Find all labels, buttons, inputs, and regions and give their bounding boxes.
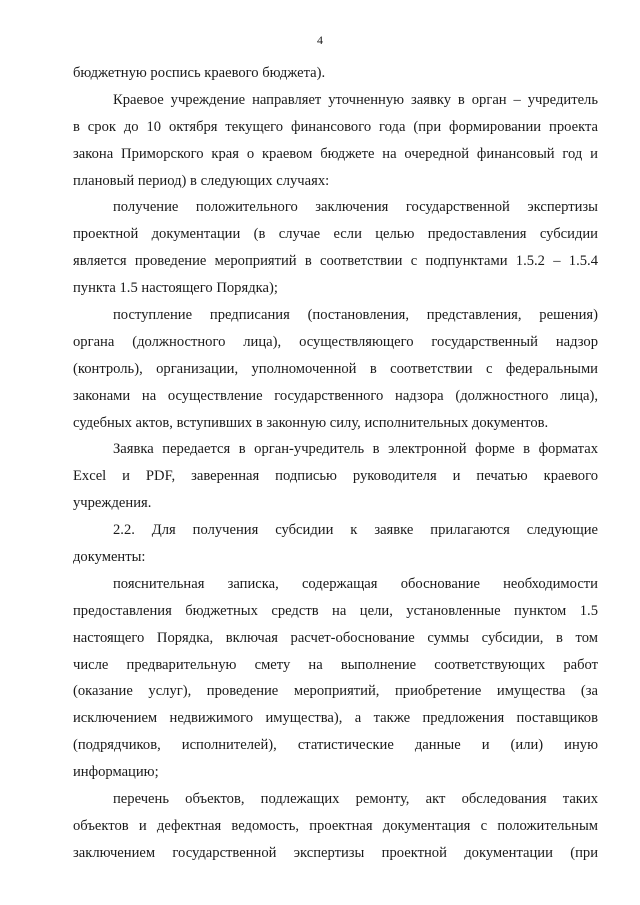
text-line: исключением недвижимого имущества), а также предложения поставщиков [73, 710, 598, 727]
text-line: пояснительная записка, содержащая обоснование необходимости [113, 575, 598, 592]
text-line: 2.2. Для получения субсидии к заявке прилагаются следующие [113, 522, 598, 539]
text-line: (контроль), организации, уполномоченной в соответствии с федеральными [73, 360, 598, 377]
text-line: бюджетную роспись краевого бюджета). [73, 65, 326, 81]
text-line: поступление предписания (постановления, представления, решения) [113, 307, 598, 324]
text-line: пункта 1.5 настоящего Порядка); [73, 280, 278, 297]
text-line: законами на осуществление государственного надзора (должностного лица), [73, 387, 598, 404]
text-line: получение положительного заключения государственной экспертизы [113, 199, 598, 216]
document-body [73, 60, 598, 867]
text-line: закона Приморского края о краевом бюджете на очередной финансовый год и [73, 145, 598, 162]
text-line: плановый период) в следующих случаях: [73, 172, 330, 189]
text-line: (подрядчиков, исполнителей), статистические данные и (или) иную [73, 737, 598, 754]
text-line: проектной документации (в случае если целью предоставления субсидии [73, 226, 598, 243]
text-line: предоставления бюджетных средств на цели, установленные пунктом 1.5 [73, 602, 598, 619]
text-line: судебных актов, вступивших в законную силу, исполнительных документов. [73, 414, 549, 431]
text-line: Краевое учреждение направляет уточненную заявку в орган – учредитель [113, 91, 598, 108]
text-line: объектов и дефектная ведомость, проектная документация с положительным [73, 817, 598, 834]
text-line: является проведение мероприятий в соответствии с подпунктами 1.5.2 – 1.5.4 [73, 253, 598, 270]
text-line: учреждения. [73, 495, 152, 512]
page-number: 4 [317, 33, 323, 47]
text-line: настоящего Порядка, включая расчет-обоснование суммы субсидии, в том [73, 629, 598, 646]
text-line: (оказание услуг), проведение мероприятий, приобретение имущества (за [73, 683, 598, 700]
text-line: перечень объектов, подлежащих ремонту, акт обследования таких [113, 791, 598, 808]
text-line: Заявка передается в орган-учредитель в электронной форме в форматах [113, 441, 598, 458]
text-line: информацию; [73, 764, 159, 781]
text-line: Excel и PDF, заверенная подписью руководителя и печатью краевого [73, 468, 598, 485]
text-line: документы: [73, 549, 146, 566]
text-line: заключением государственной экспертизы проектной документации (при [73, 844, 598, 861]
text-line: числе предварительную смету на выполнение соответствующих работ [73, 656, 598, 673]
text-line: органа (должностного лица), осуществляющего государственный надзор [73, 333, 598, 350]
text-line: в срок до 10 октября текущего финансового года (при формировании проекта [73, 118, 598, 135]
